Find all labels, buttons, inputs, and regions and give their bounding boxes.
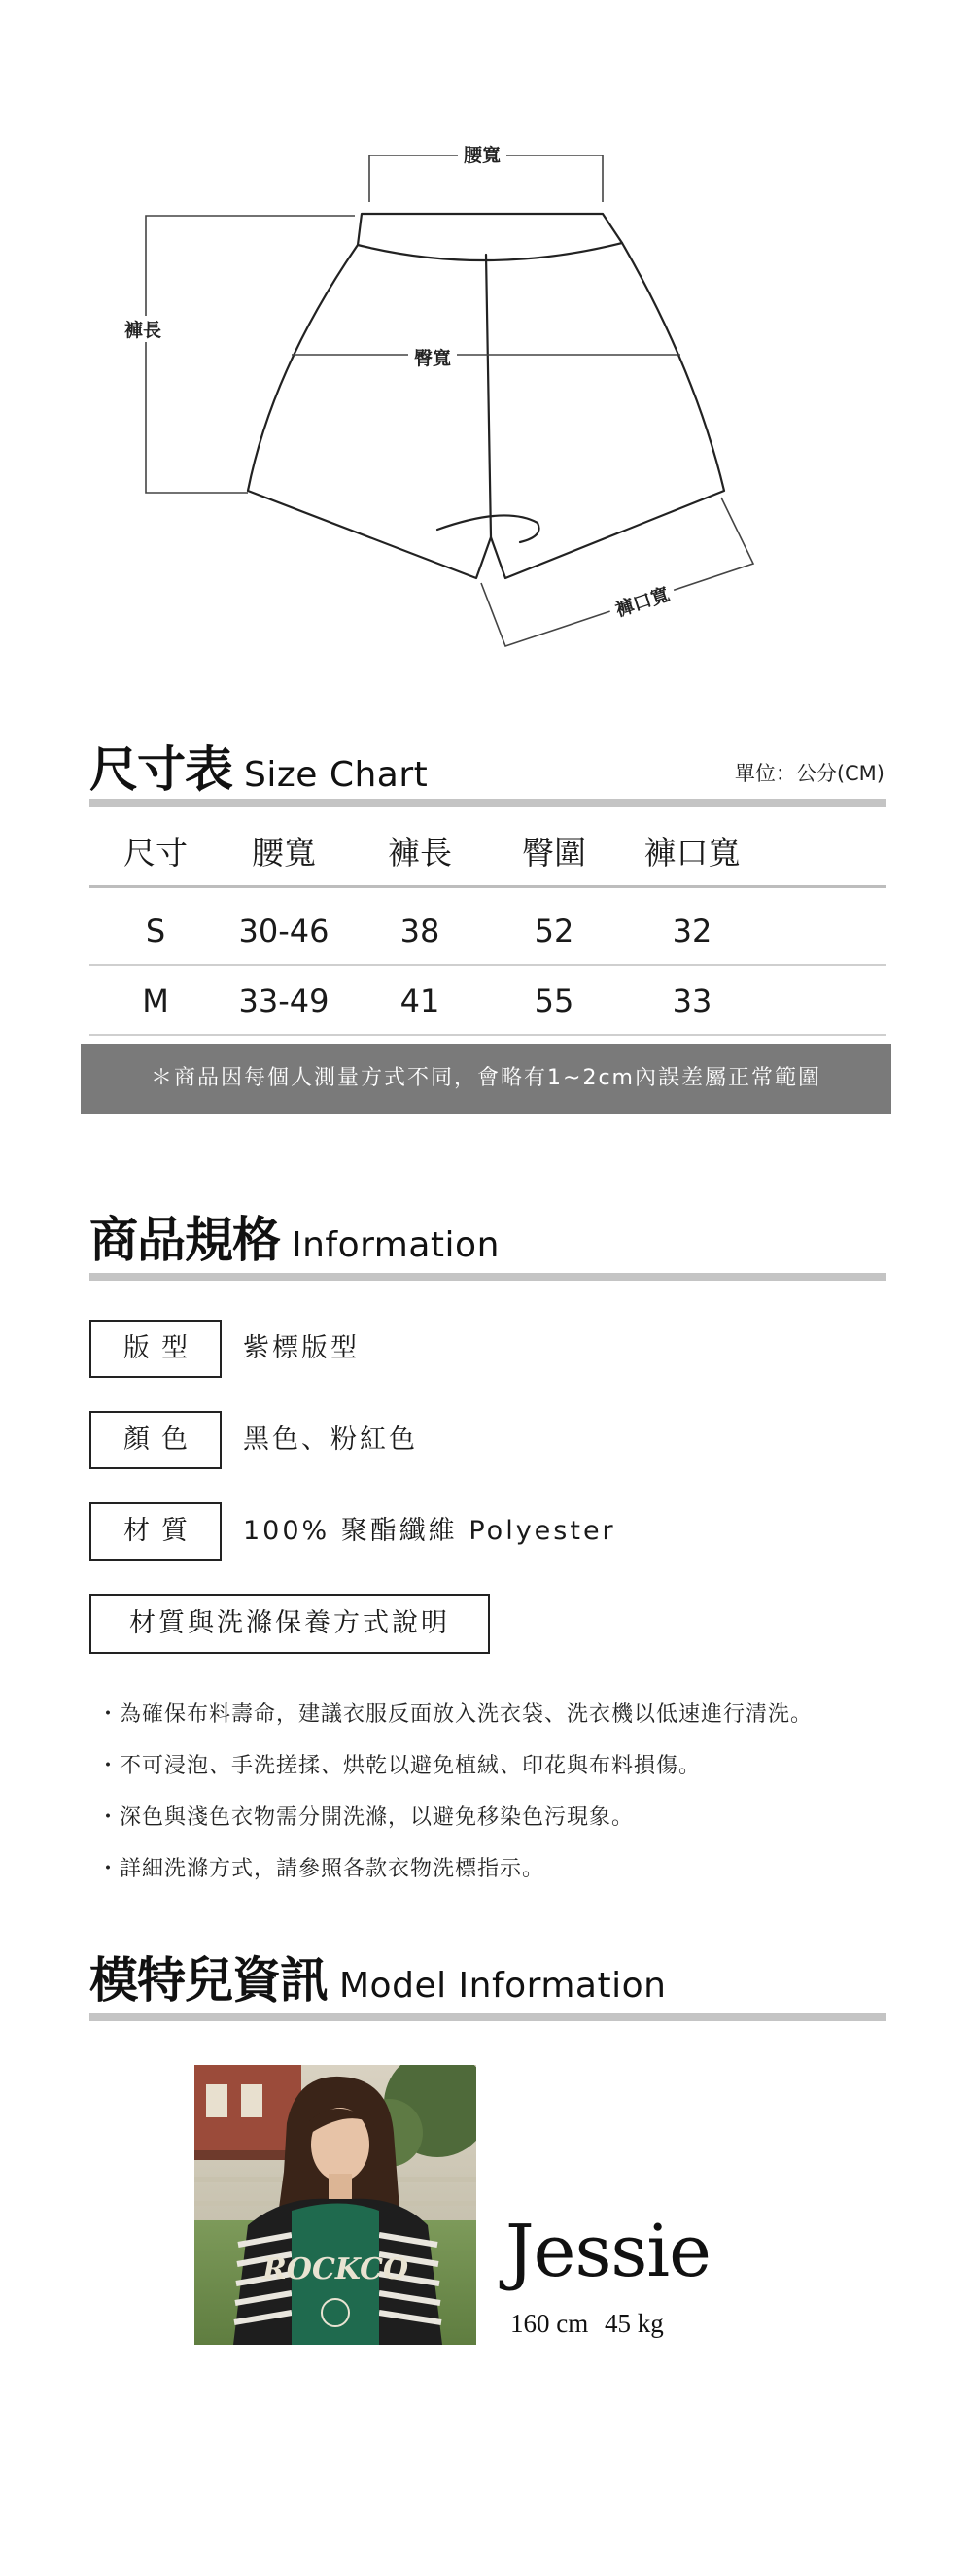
fit-value: 紫標版型 [243, 1333, 360, 1363]
measurement-tolerance-notice: ＊商品因每個人測量方式不同，會略有1~2cm內誤差屬正常範圍 [81, 1044, 891, 1114]
size-chart-heading [89, 731, 428, 801]
model-divider [89, 2013, 886, 2021]
table-row [89, 896, 886, 966]
shorts-measurement-diagram [0, 0, 972, 680]
col-header-size: 尺寸 [123, 834, 188, 872]
model-height: 160 cm [510, 2309, 589, 2338]
care-instructions-title: 材質與洗滌保養方式說明 [89, 1594, 490, 1654]
shirt-print-text: ROCKCO [261, 2252, 409, 2286]
model-name: Jessie [505, 2210, 711, 2293]
material-label: 材質 [89, 1502, 222, 1561]
cell-hip: 55 [534, 982, 574, 1019]
cell-waist: 30-46 [238, 912, 330, 949]
cell-size: M [142, 982, 169, 1019]
cell-size: S [145, 912, 166, 949]
cell-length: 38 [399, 912, 440, 949]
unit-note: 單位：公分(CM) [734, 762, 885, 785]
cell-hip: 52 [534, 912, 574, 949]
model-weight: 45 kg [605, 2309, 664, 2338]
model-title-en: Model Information [339, 1966, 667, 2006]
care-item: ・深色與淺色衣物需分開洗滌，以避免移染色污現象。 [97, 1805, 635, 1830]
size-chart-divider [89, 799, 886, 807]
model-photo [194, 2065, 476, 2345]
care-item: ・不可浸泡、手洗搓揉、烘乾以避免植絨、印花與布料損傷。 [97, 1754, 702, 1778]
col-header-hip: 臀圍 [522, 834, 586, 872]
hem-label: 褲口寬 [607, 578, 678, 624]
length-label: 褲長 [119, 316, 167, 342]
color-value: 黑色、粉紅色 [243, 1425, 418, 1455]
col-header-length: 褲長 [388, 834, 452, 872]
cell-hem: 32 [672, 912, 712, 949]
size-chart-title-en: Size Chart [244, 755, 429, 795]
model-photo-illustration [194, 2065, 476, 2345]
size-table-header [89, 818, 886, 888]
model-title-zh: 模特兒資訊 [89, 1952, 328, 2009]
cell-length: 41 [399, 982, 440, 1019]
size-chart-title-zh: 尺寸表 [89, 741, 232, 798]
cell-waist: 33-49 [238, 982, 330, 1019]
care-item: ・詳細洗滌方式，請參照各款衣物洗標指示。 [97, 1857, 545, 1881]
fit-label: 版型 [89, 1320, 222, 1378]
model-stats [510, 2309, 664, 2339]
hip-label: 臀寬 [408, 344, 457, 370]
col-header-waist: 腰寬 [252, 834, 316, 872]
info-title-zh: 商品規格 [89, 1212, 280, 1268]
model-heading [89, 1941, 666, 2011]
waist-label: 腰寬 [458, 141, 506, 167]
col-header-hem: 褲口寬 [643, 834, 741, 872]
care-item: ・為確保布料壽命，建議衣服反面放入洗衣袋、洗衣機以低速進行清洗。 [97, 1702, 814, 1727]
cell-hem: 33 [672, 982, 712, 1019]
material-value: 100% 聚酯纖維 Polyester [243, 1516, 616, 1546]
info-heading [89, 1201, 500, 1271]
info-divider [89, 1273, 886, 1281]
table-row [89, 966, 886, 1036]
color-label: 顏色 [89, 1411, 222, 1469]
info-title-en: Information [292, 1225, 500, 1265]
